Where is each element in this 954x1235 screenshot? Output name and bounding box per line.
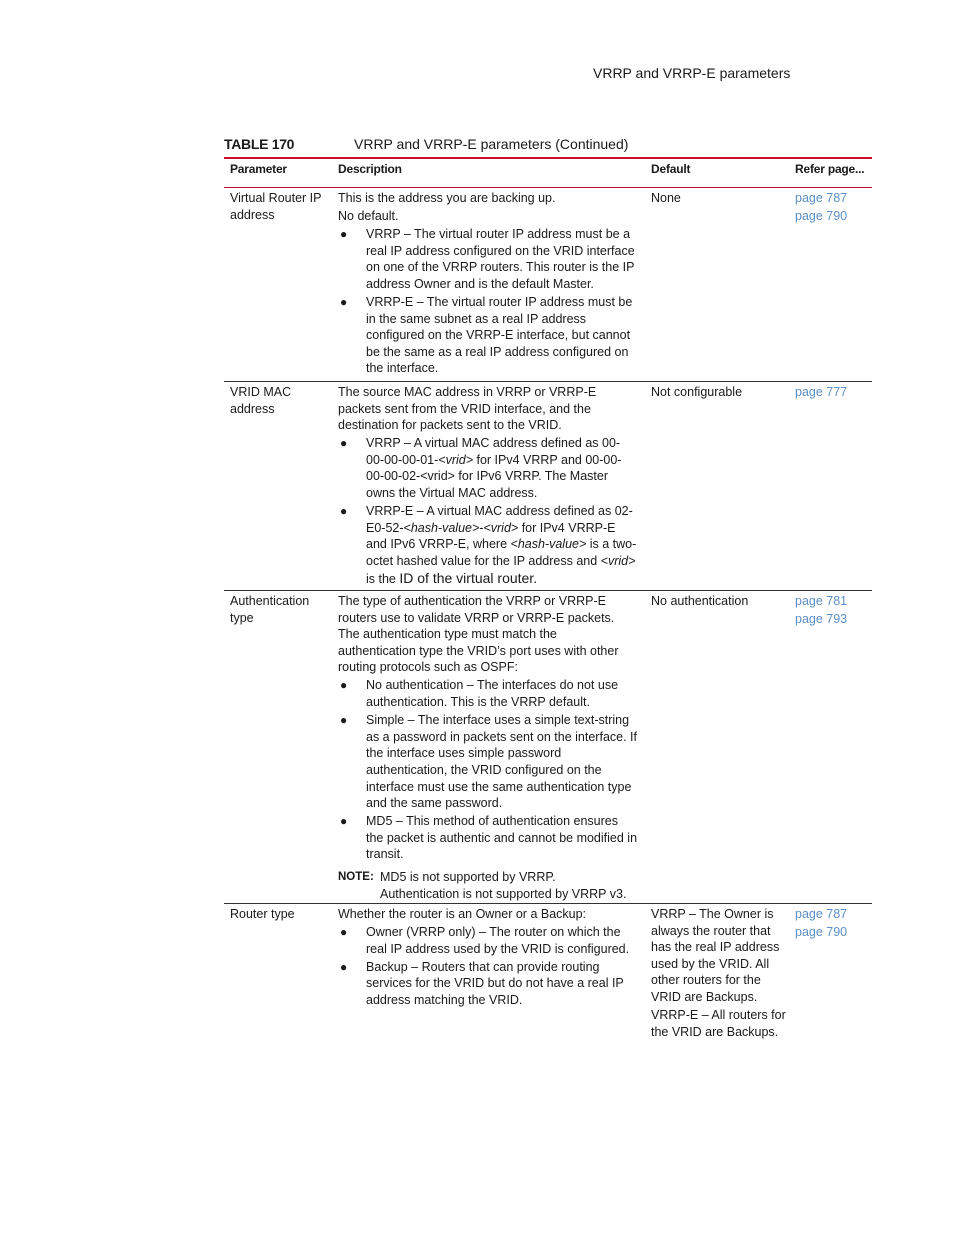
row3-default: No authentication	[651, 594, 749, 608]
row4-desc-line: Whether the router is an Owner or a Backup:	[338, 907, 587, 921]
row4-parameter: Router type	[230, 907, 295, 921]
page-link[interactable]: page 787	[795, 907, 848, 921]
row4-default-line: VRRP-E – All routers for the VRID are Backups.	[651, 1008, 786, 1039]
row1-description	[338, 190, 638, 379]
row2-desc-line: The source MAC address in VRRP or VRRP-E packets sent from the VRID interface, and the destination for packets sent to the VRID.	[338, 385, 597, 433]
row1-default: None	[651, 191, 681, 205]
row2-description	[338, 384, 638, 589]
bullet-icon: ●	[340, 436, 348, 451]
bullet-icon: ●	[340, 925, 348, 940]
row1-desc-line: This is the address you are backing up.	[338, 191, 556, 205]
note-line: Authentication is not supported by VRRP v3.	[380, 886, 627, 901]
row-divider	[224, 381, 872, 382]
header-description: Description	[338, 162, 402, 176]
row-divider	[224, 590, 872, 591]
note	[338, 869, 638, 902]
header-rule	[224, 187, 872, 188]
row-divider	[224, 903, 872, 904]
row2-parameter: VRID MAC address	[230, 385, 292, 416]
row2-refs	[795, 384, 875, 402]
page-link[interactable]: page 790	[795, 209, 848, 224]
bullet-icon: ●	[340, 227, 348, 242]
page-link[interactable]: page 790	[795, 925, 848, 940]
list-item: ● Owner (VRRP only) – The router on which the real IP address used by the VRID is configured.	[340, 925, 630, 956]
bullet-icon: ●	[340, 504, 348, 519]
row3-parameter: Authentication type	[230, 594, 310, 625]
row3-description	[338, 593, 638, 902]
bullet-icon: ●	[340, 959, 348, 974]
row4-refs	[795, 906, 875, 942]
row1-parameter: Virtual Router IP address	[230, 191, 322, 222]
bullet-icon: ●	[340, 814, 348, 829]
page-link[interactable]: page 781	[795, 594, 848, 608]
row3-desc-line: The type of authentication the VRRP or VRRP-E routers use to validate VRRP or VRRP-E packets. The authentication type must match the authentication type the VRID’s port uses with other routing protocols such as OSPF:	[338, 594, 619, 675]
page-link[interactable]: page 777	[795, 385, 848, 399]
header-parameter: Parameter	[230, 162, 287, 176]
list-item: ● MD5 – This method of authentication ensures the packet is authentic and cannot be modified in transit.	[340, 814, 638, 862]
row4-description	[338, 906, 638, 1010]
list-item: ● Simple – The interface uses a simple text-string as a password in packets sent on the interface. If the interface uses simple password authentication, the VRID configured on the interface must use the same authentication type and the same password.	[340, 713, 637, 811]
page-link[interactable]: page 793	[795, 612, 848, 627]
row2-default: Not configurable	[651, 385, 743, 399]
list-item: ● VRRP-E – A virtual MAC address defined as 02-E0-52-<hash-value>-<vrid> for IPv4 VRRP-E and IPv6 VRRP-E, where <hash-value> is a two-octet hashed value for the IP address and <vrid> is the ID of the virtual router.	[340, 504, 637, 586]
list-item: ● VRRP – A virtual MAC address defined as 00-00-00-00-01-<vrid> for IPv4 VRRP and 00-00-00-00-02-<vrid> for IPv6 VRRP. The Master owns the Virtual MAC address.	[340, 436, 622, 501]
bullet-icon: ●	[340, 678, 348, 693]
row1-refs	[795, 190, 875, 226]
header-default: Default	[651, 162, 691, 176]
list-item: ● VRRP-E – The virtual router IP address must be in the same subnet as a real IP address configured on the VRRP-E interface, but cannot be the same as a real IP address configured on the interface.	[340, 295, 633, 376]
page-link[interactable]: page 787	[795, 191, 848, 205]
row3-refs	[795, 593, 875, 629]
caption-rule	[224, 157, 872, 159]
bullet-icon: ●	[340, 295, 348, 310]
running-head: VRRP and VRRP-E parameters	[593, 65, 791, 81]
note-line: MD5 is not supported by VRRP.	[380, 870, 556, 884]
table-caption-label: TABLE 170	[224, 136, 295, 152]
row4-default-line: VRRP – The Owner is always the router that has the real IP address used by the VRID. All other routers for the VRID are Backups.	[651, 907, 780, 1004]
row4-default	[651, 906, 787, 1042]
table-caption-title: VRRP and VRRP-E parameters (Continued)	[354, 136, 629, 152]
row1-desc-line: No default.	[338, 209, 399, 224]
list-item: ● VRRP – The virtual router IP address must be a real IP address configured on the VRID interface on one of the VRRP routers. This router is the IP address Owner and is the default Master.	[340, 227, 635, 291]
bullet-icon: ●	[340, 713, 348, 728]
list-item: ● Backup – Routers that can provide routing services for the VRID but do not have a real IP address matching the VRID.	[340, 959, 624, 1007]
list-item: ● No authentication – The interfaces do not use authentication. This is the VRRP default.	[340, 678, 619, 710]
header-refer-page: Refer page...	[795, 162, 865, 176]
note-label: NOTE:	[338, 871, 374, 883]
